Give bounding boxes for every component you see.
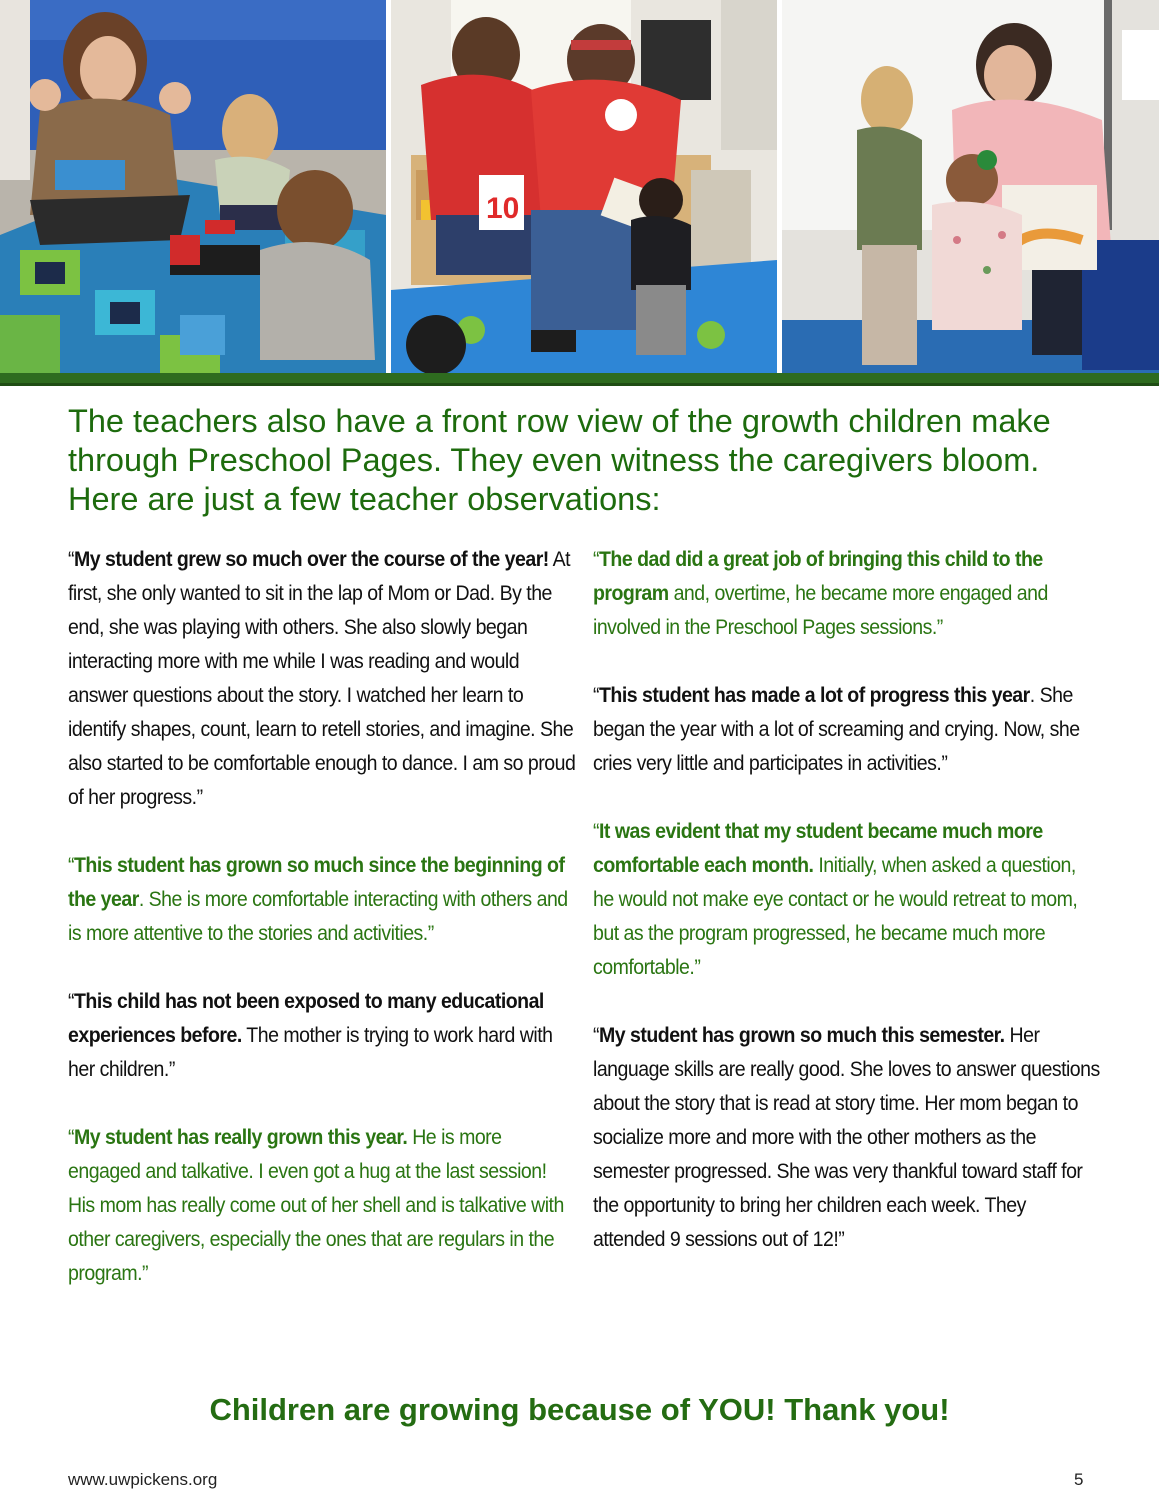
quote-highlight: This student has made a lot of progress this year [599, 684, 1030, 707]
website-link[interactable]: www.uwpickens.org [68, 1470, 218, 1489]
quote-highlight: My student grew so much over the course of the year! [74, 548, 549, 571]
teacher-quote: “My student grew so much over the course of the year! At first, she only wanted to sit in the lap of Mom or Dad. By the end, she was playing with others. She also slowly began interacting more with me while I was reading and would answer questions about the story. I watched her learn to identify shapes, count, learn to retell stories, and imagine. She also started to be comfortable enough to dance. I am so proud of her progress.” [68, 548, 576, 809]
quote-highlight: My student has grown so much this semester. [599, 1024, 1005, 1047]
teacher-quote: “My student has really grown this year. He is more engaged and talkative. I even got a hug at the last session! His mom has really come out of her shell and is talkative with other caregivers, especially the ones that are regulars in the program.” [68, 1126, 564, 1285]
teacher-quote: “My student has grown so much this semester. Her language skills are really good. She loves to answer questions about the story that is read at story time. Her mom began to socialize more and more with the other mothers as the semester progressed. She was very thankful toward staff for the opportunity to bring her children each week. They attended 9 sessions out of 12!” [593, 1024, 1100, 1251]
teacher-quote: “This student has made a lot of progress this year. She began the year with a lot of screaming and crying. Now, she cries very little and participates in activities.” [593, 684, 1080, 775]
quote-highlight: My student has really grown this year. [74, 1126, 408, 1149]
teacher-quote: “This child has not been exposed to many educational experiences before. The mother is trying to work hard with her children.” [68, 990, 553, 1081]
intro-paragraph: The teachers also have a front row view of the growth children make through Preschool Pages. They even witness the caregivers bloom. Here are just a few teacher observations: [68, 403, 1051, 517]
right-quote-column [593, 543, 1101, 1291]
quote-highlight: This student has grown so much since the beginning of the year [68, 854, 565, 911]
teacher-quote: “The dad did a great job of bringing this child to the program and, overtime, he became more engaged and involved in the Preschool Pages sessions.” [593, 548, 1048, 639]
teacher-quote: “This student has grown so much since the beginning of the year. She is more comfortable interacting with others and is more attentive to the stories and activities.” [68, 854, 568, 945]
quote-highlight: The dad did a great job of bringing this child to the program [593, 548, 1043, 605]
left-quote-column [68, 543, 576, 1325]
number-card-text: 10 [486, 192, 520, 225]
quote-highlight: It was evident that my student became much more comfortable each month. [593, 820, 1043, 877]
photo-teacher-reading-to-girls [782, 0, 1159, 373]
page-number: 5 [1074, 1470, 1084, 1489]
quote-highlight: This child has not been exposed to many educational experiences before. [68, 990, 544, 1047]
photo-strip [0, 0, 1159, 373]
green-divider-bar [0, 373, 1159, 386]
thank-you-heading: Children are growing because of YOU! Thank you! [209, 1392, 950, 1427]
photo-teacher-reading-to-children [0, 0, 386, 373]
photo-teachers-showing-book [391, 0, 777, 373]
teacher-quote: “It was evident that my student became much more comfortable each month. Initially, when asked a question, he would not make eye contact or he would retreat to mom, but as the program progressed, he became much more comfortable.” [593, 820, 1078, 979]
